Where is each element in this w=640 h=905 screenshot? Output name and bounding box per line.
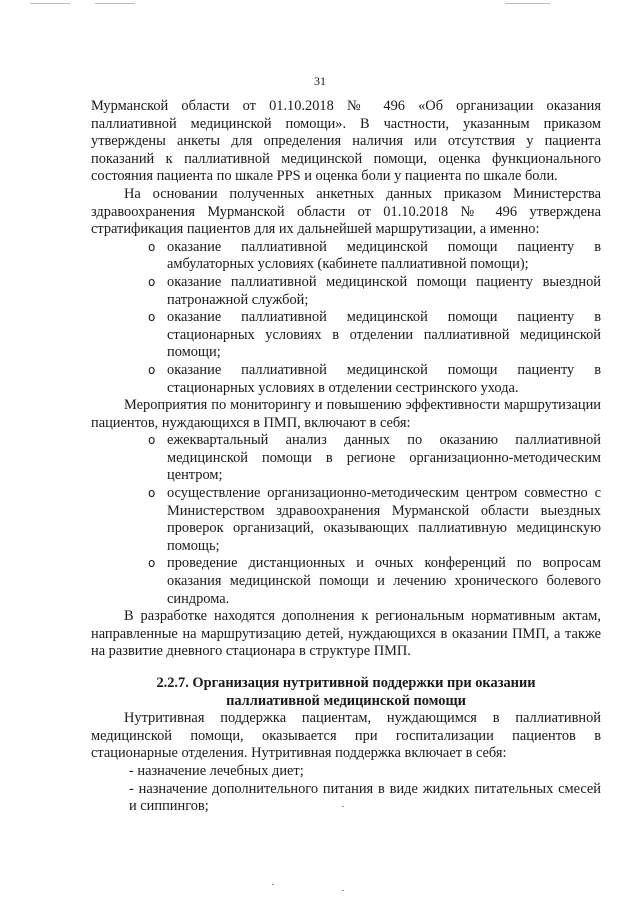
monitoring-list xyxy=(91,432,601,608)
list-item xyxy=(148,309,601,362)
circle-bullet-icon: o xyxy=(148,310,156,325)
paragraph-nutrition-intro: Нутритивная поддержка пациентам, нуждающимся в паллиативной медицинской помощи, оказывается при госпитализации пациентов в стационарные отделения. Нутритивная поддержка включает в себя: xyxy=(91,710,601,762)
section-heading-line: 2.2.7. Организация нутритивной поддержки при оказании xyxy=(156,675,536,691)
paragraph-order-reference: Мурманской области от 01.10.2018 № 496 «Об организации оказания паллиативной медицинской помощи». В частности, указанным приказом утверждены анкеты для определения наличия или отсутствия у пациента показаний к паллиативной медицинской помощи, оценка функционального состояния пациента по шкале PPS и оценка боли у пациента по шкале боли. xyxy=(91,98,601,185)
list-item xyxy=(148,362,601,397)
nutrition-item: - назначение дополнительного питания в виде жидких питательных смесей и сиппингов; xyxy=(129,780,601,815)
circle-bullet-icon: o xyxy=(148,486,156,501)
scan-edge-mark xyxy=(505,3,550,4)
page-number: 31 xyxy=(314,74,326,88)
scan-speck xyxy=(342,890,344,891)
circle-bullet-icon: o xyxy=(148,274,156,289)
list-item xyxy=(148,555,601,608)
circle-bullet-icon: o xyxy=(148,362,156,377)
paragraph-monitoring-intro: Мероприятия по мониторингу и повышению эффективности маршрутизации пациентов, нуждающихся в ПМП, включают в себя: xyxy=(91,397,601,431)
list-item-text: оказание паллиативной медицинской помощи пациенту в стационарных условиях в отделении сестринского ухода. xyxy=(167,361,601,396)
list-item-text: оказание паллиативной медицинской помощи пациенту в стационарных условиях в отделении паллиативной медицинской помощи; xyxy=(167,309,601,361)
circle-bullet-icon: o xyxy=(148,239,156,254)
list-item xyxy=(148,274,601,309)
scan-edge-mark xyxy=(30,3,70,4)
list-item xyxy=(148,485,601,555)
list-item-text: ежеквартальный анализ данных по оказанию паллиативной медицинской помощи в регионе организационно-методическим центром; xyxy=(167,432,601,484)
section-heading xyxy=(91,675,601,710)
circle-bullet-icon: o xyxy=(148,556,156,571)
list-item xyxy=(148,432,601,485)
list-item-text: проведение дистанционных и очных конференций по вопросам оказания медицинской помощи и лечению хронического болевого синдрома. xyxy=(167,555,601,607)
list-item xyxy=(148,239,601,274)
list-item-text: осуществление организационно-методическим центром совместно с Министерством здравоохранения Мурманской области выездных проверок организаций, оказывающих паллиативную медицинскую помощь; xyxy=(167,485,601,554)
paragraph-stratification-intro: На основании полученных анкетных данных приказом Министерства здравоохранения Мурманской области от 01.10.2018 № 496 утверждена стратификация пациентов для их дальнейшей маршрутизации, а именно: xyxy=(91,185,601,238)
list-item-text: оказание паллиативной медицинской помощи пациенту выездной патронажной службой; xyxy=(167,273,601,308)
paragraph-regional-acts: В разработке находятся дополнения к региональным нормативным актам, направленные на маршрутизацию детей, нуждающихся в оказании ПМП, а также на развитие дневного стационара в структуре ПМП. xyxy=(91,608,601,660)
section-heading-line: паллиативной медицинской помощи xyxy=(226,692,466,709)
scan-speck xyxy=(272,884,274,885)
list-item-text: оказание паллиативной медицинской помощи пациенту в амбулаторных условиях (кабинете паллиативной помощи); xyxy=(167,238,601,273)
scan-speck xyxy=(342,806,344,807)
nutrition-item: - назначение лечебных диет; xyxy=(129,762,304,779)
scan-edge-mark xyxy=(95,3,135,4)
document-body xyxy=(91,98,601,816)
circle-bullet-icon: o xyxy=(148,433,156,448)
stratification-list xyxy=(91,239,601,397)
